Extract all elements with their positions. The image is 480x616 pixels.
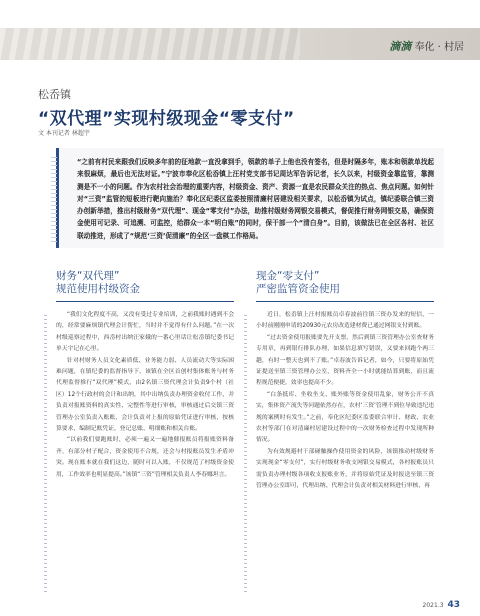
issue-number: 2021.3 [422, 602, 444, 609]
place-name: 松岙镇 [38, 89, 71, 101]
byline: 文 本刊记者 林超宇 [38, 130, 90, 137]
page-footer [423, 600, 460, 610]
column-name: 奉化 · 村居 [414, 42, 464, 53]
paragraph: 针对村财务人员文化素质低、业务能力弱、人员流动大等实际困难问题，在镇纪委的监督指导下，该镇在全区首创村集体账务与村务代理监督推行“双代理”模式，由2名镇三资代理会计负责9个村（社区）12个行政村的会计和出纳，其中出纳负责办理资金收付工作，并负责对报账资料的真实性、完整性等进行审核，审核通过后交镇三资管理办公室负责入账账，会计负责对上报的原始凭证进行审核，按核算要求，编制记账凭证，登记总账、明细账和相关台账。 [56, 357, 234, 433]
section-rule-right [256, 301, 434, 302]
section-heading-left [56, 270, 234, 296]
section-heading-right [256, 270, 434, 296]
column-tag [389, 38, 464, 54]
paragraph: “过去资金使用报账要先开支票，然后到镇三资管理办公室查财务专用章，再到银行排队办理，如果信息填写错误，又要来回跑个两三趟，有时一整天也到不了账。”卓春波告诉记者，如今，只要将原始凭证提送至镇三资管理办公室，资料齐全一小时就能结算到账，而且流程规范便捷，效率也提高不少。 [256, 334, 434, 387]
paragraph: 为有效规避村干部碰触操作使用资金的风险，该镇推动村级财务实现现金“零支付”，实行村级财务收支网银交易模式，各村报账员只需负责办理村级各项收支报账业务，并将原始凭证及时报送至镇三资管理办公室即可，代理出纳、代理会计负责对相关材料进行审核，再 [256, 448, 434, 490]
magazine-brand: 滴滴 [389, 40, 412, 53]
section-heading-right-text: 现金“零支付” 严密监管资金使用 [256, 270, 340, 295]
lead-box [56, 148, 444, 248]
paragraph: 近日，松岙镇上汪村报账员卓春波前往镇三资办发来的短信，一小时前刚刚申请的20930元农房改造建材费已通过网银支付到账。 [256, 312, 434, 330]
column-divider-mid [244, 312, 247, 592]
section-heading-left-text: 财务“双代理” 规范使用村级资金 [56, 270, 140, 295]
paragraph: “白条抵库、坐收坐支、账外账等资金使用乱象，财务公开不真实，集体资产流失等问题依然存在，农村‘三资’管理不到位导致违纪违规的案例时有发生。”之前，奉化区纪委区监委联合审计、财政、农业农村等部门在对清廉村居建设过程中的一次财务检查过程中发现所种情况。 [256, 391, 434, 444]
column-divider-left [44, 312, 47, 592]
lead-text: “之前有村民来跟我们反映多年前的征地款一直没拿到手，领款的单子上他也没有签名，但是时隔多年，账本和领款单找起来很麻烦，最后也无法对证。”宁波市奉化区松岙镇上汪村党支部书记周达军告诉记者，长久以来，村级资金靠监管，靠测测是不一小的问题。作为农村社会治理的重要内容，村级资金、资产、资源一直是农民群众关注的热点、焦点问题。如何针对“三资”监管的短板进行靶向施治？奉化区纪委区监委按照清廉村居建设相关要求，以松岙镇为试点，镇纪委联合镇三资办创新举措，推出村级财务“双代理”、现金“零支付”办法，助推村级财务网银交易模式，督促推行财务网银交易，确保资金使用可记录、可追溯、可监控，给群众一本“明白账”的同时，保干部一个“清白身”。目前，该做法已在全区各村、社区联动推进，形成了“规范‘三资’促清廉”的全区一盘棋工作格局。 [77, 158, 434, 240]
paragraph: “我们文化程度不高，又没有受过专业培训，之前我账时遇到不会的，经常要麻烦镇代理会计帮忙，当时并不觉得有什么问题。”在一次村级巡察过程中，西岙村出纳汪家娥的一番心里话让松岙镇纪委书记单天宇记在心里。 [56, 312, 234, 353]
left-column [56, 270, 234, 481]
section-rule-left [56, 301, 234, 302]
right-column [256, 270, 434, 493]
article-title: “双代理”实现村级现金“零支付” [38, 109, 295, 129]
paragraph: “以前我们要跑账时，必须一遍又一遍地催报账员将报账资料备齐，有部分村子配合，资金使用不合规，还会与村报账员发生矛盾冲突。现在账本就在我们这边，随时可以入账，不仅规范了村级资金使用，工作效率也明显提高。”该镇“三资”管理相关负责人李春娜坦言。 [56, 437, 234, 478]
page-number: 43 [447, 600, 460, 610]
